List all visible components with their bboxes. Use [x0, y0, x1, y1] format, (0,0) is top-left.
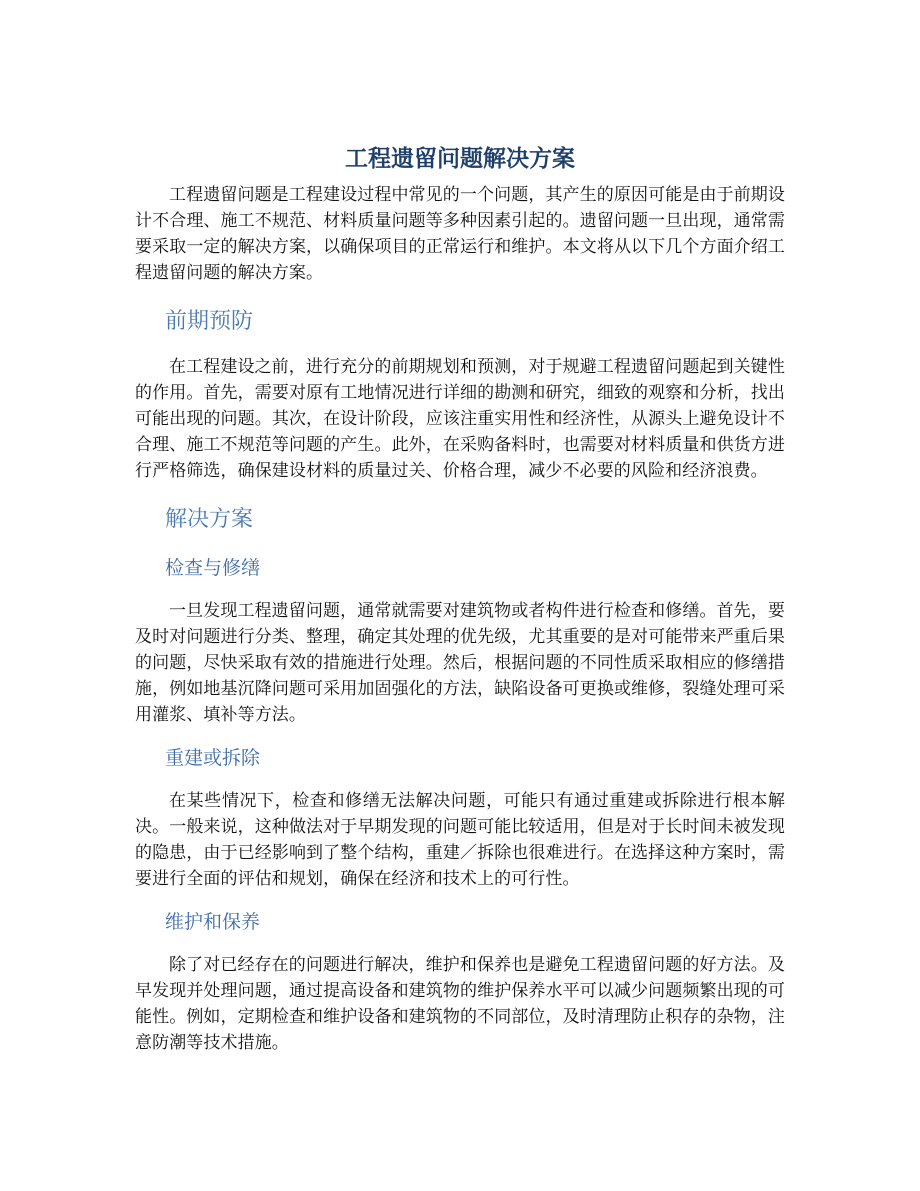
subsection-heading-maintenance: 维护和保养: [165, 911, 261, 933]
subsection-body-rebuild-demolish: 在某些情况下，检查和修缮无法解决问题，可能只有通过重建或拆除进行根本解决。一般来说，这种做法对于早期发现的问题可能比较适用，但是对于长时间未被发现的隐患，由于已经影响到了整个结构，重建／拆除也很难进行。在选择这种方案时，需要进行全面的评估和规划，确保在经济和技术上的可行性。: [135, 791, 785, 889]
subsection-heading-rebuild-demolish: 重建或拆除: [165, 747, 261, 769]
document-title: 工程遗留问题解决方案: [345, 146, 575, 172]
subsection-body-inspection-repair: 一旦发现工程遗留问题，通常就需要对建筑物或者构件进行检查和修缮。首先，要及时对问题进行分类、整理，确定其处理的优先级，尤其重要的是对可能带来严重后果的问题，尽快采取有效的措施进行处理。然后，根据问题的不同性质采取相应的修缮措施，例如地基沉降问题可采用加固强化的方法，缺陷设备可更换或维修，裂缝处理可采用灌浆、填补等方法。: [135, 601, 785, 725]
section-heading-prevention: 前期预防: [165, 309, 254, 334]
subsection-heading-inspection-repair: 检查与修缮: [165, 557, 261, 579]
subsection-body-maintenance: 除了对已经存在的问题进行解决，维护和保养也是避免工程遗留问题的好方法。及早发现并处理问题，通过提高设备和建筑物的维护保养水平可以减少问题频繁出现的可能性。例如，定期检查和维护设备和建筑物的不同部位，及时清理防止积存的杂物，注意防潮等技术措施。: [135, 955, 785, 1053]
intro-paragraph: 工程遗留问题是工程建设过程中常见的一个问题，其产生的原因可能是由于前期设计不合理、施工不规范、材料质量问题等多种因素引起的。遗留问题一旦出现，通常需要采取一定的解决方案，以确保项目的正常运行和维护。本文将从以下几个方面介绍工程遗留问题的解决方案。: [135, 185, 785, 283]
section-body-prevention: 在工程建设之前，进行充分的前期规划和预测，对于规避工程遗留问题起到关键性的作用。首先，需要对原有工地情况进行详细的勘测和研究，细致的观察和分析，找出可能出现的问题。其次，在设计阶段，应该注重实用性和经济性，从源头上避免设计不合理、施工不规范等问题的产生。此外，在采购备料时，也需要对材料质量和供货方进行严格筛选，确保建设材料的质量过关、价格合理，减少不必要的风险和经济浪费。: [135, 357, 785, 481]
document-page: [135, 140, 785, 1056]
section-heading-solutions: 解决方案: [165, 507, 254, 532]
